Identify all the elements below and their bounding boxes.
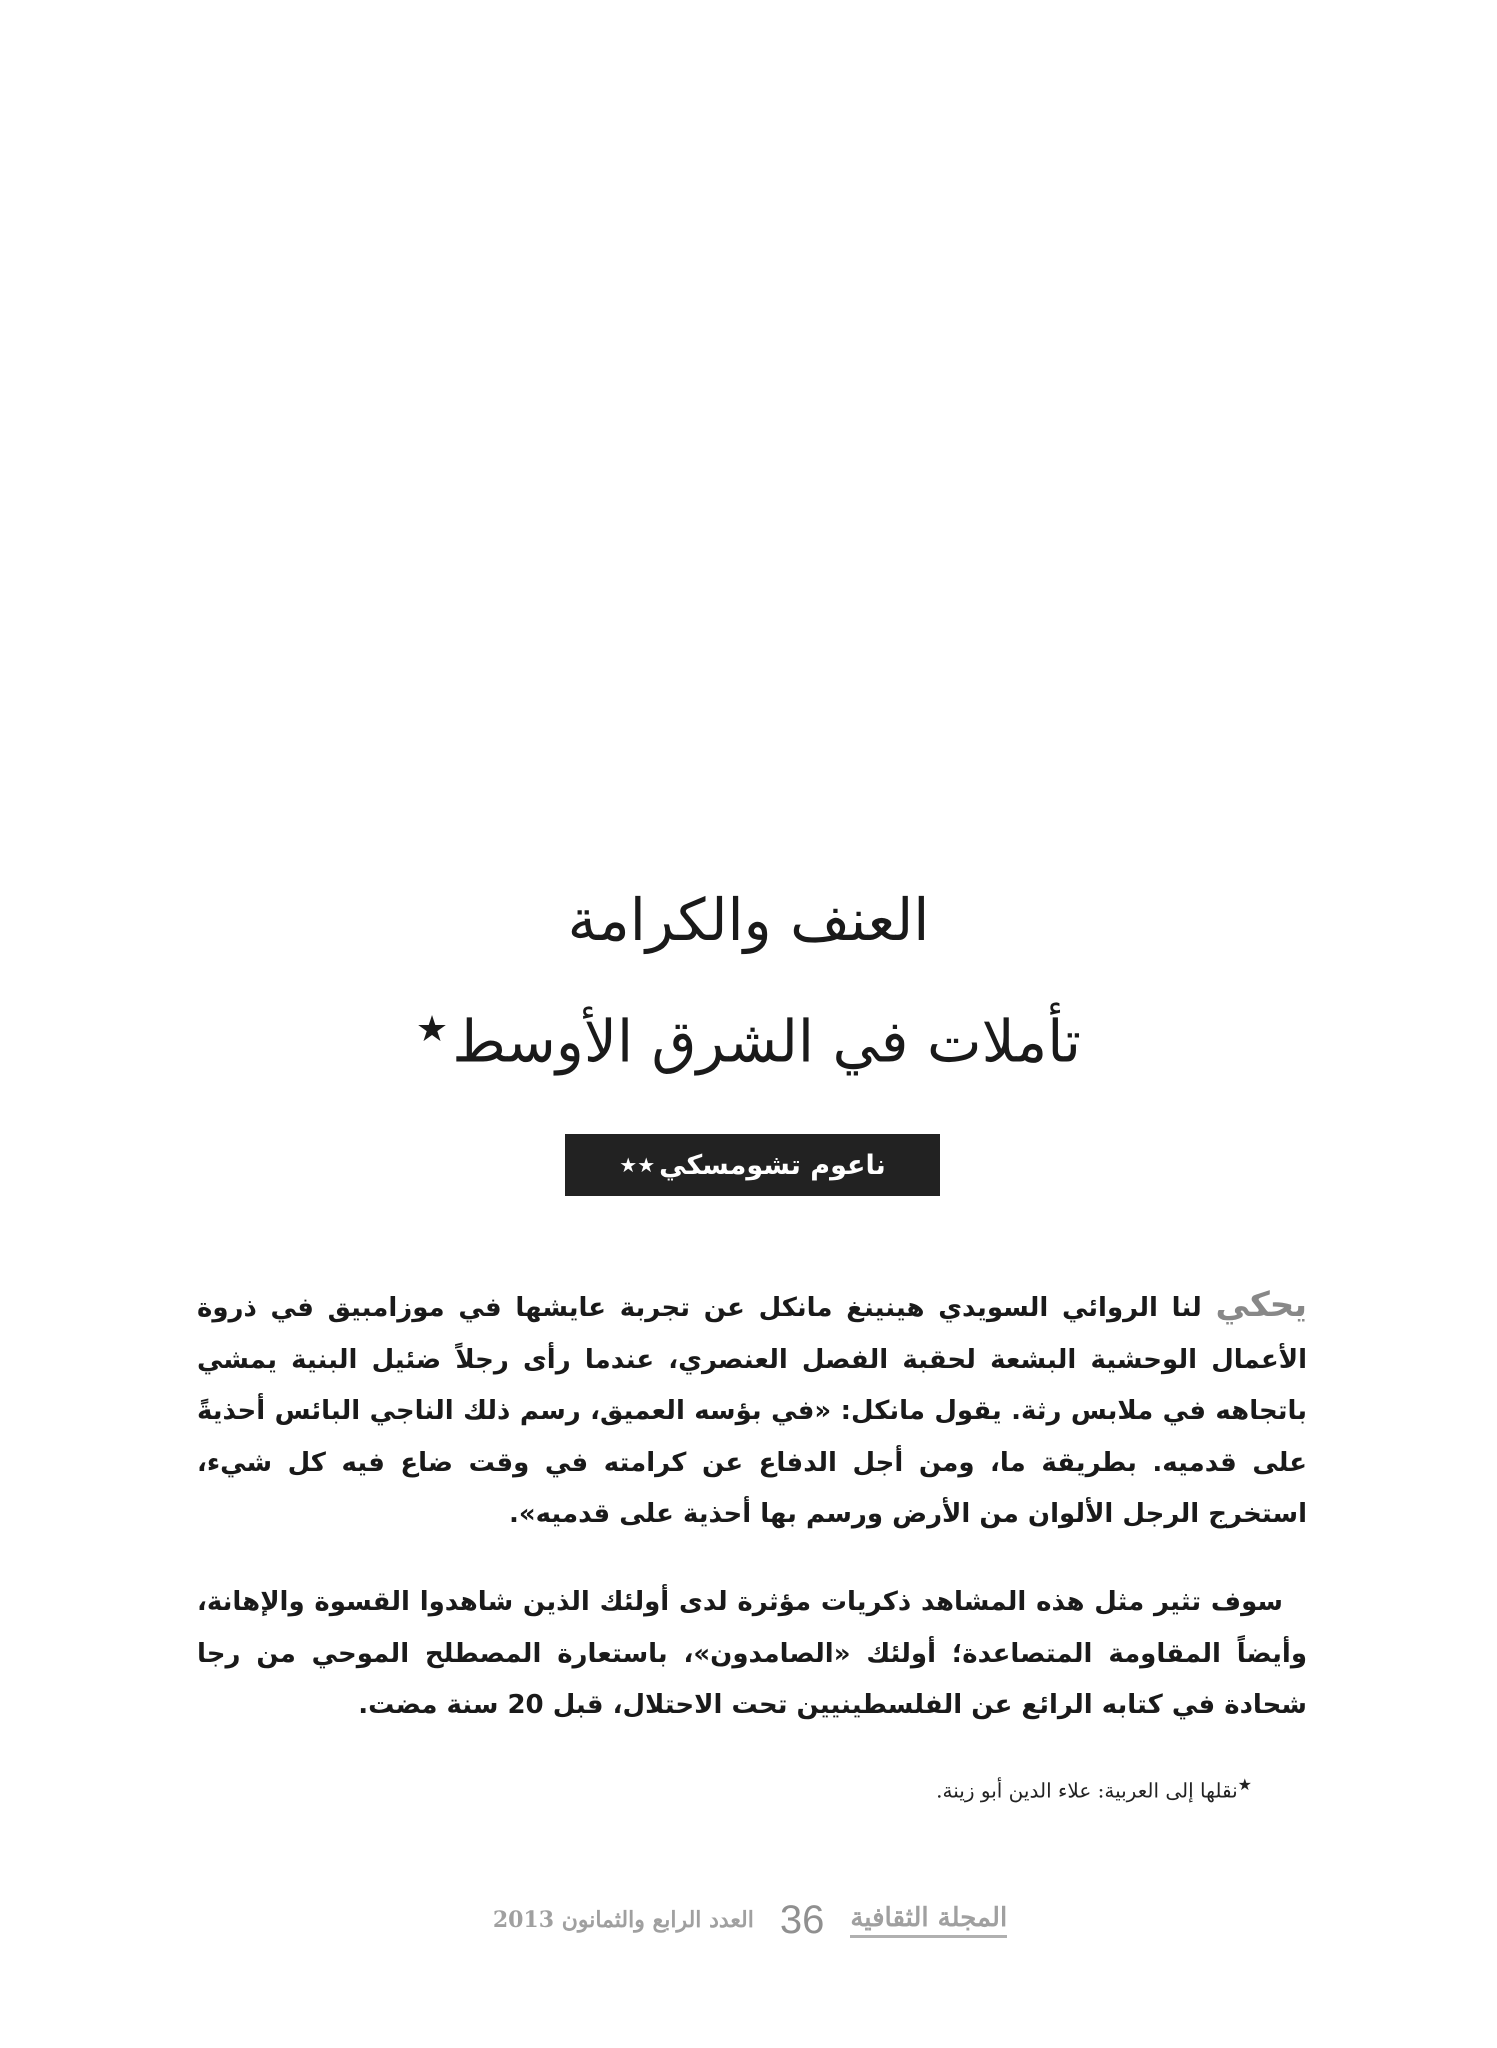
title-line-1: العنف والكرامة [567,886,930,954]
footer-issue: العدد الرابع والثمانون 2013 [492,1907,754,1933]
lead-word: يحكي [1215,1285,1307,1325]
title-footnote-marker: ★ [415,1009,449,1050]
translator-footnote [936,1775,1252,1803]
footnote-marker: ★ [1237,1775,1252,1794]
paragraph-1 [197,1280,1307,1541]
footer-page-number: 36 [779,1897,825,1942]
footer-magazine-name: المجلة الثقافية [850,1903,1007,1938]
paragraph-2 [197,1577,1307,1732]
article-title [300,880,1197,960]
footnote-text: نقلها إلى العربية: علاء الدين أبو زينة. [936,1778,1238,1803]
page-footer [430,1895,1070,1945]
title-line-2: تأملات في الشرق الأوسط [452,1007,1082,1076]
author-footnote-marker: ★★ [619,1153,656,1177]
author-banner [565,1134,940,1196]
paragraph-1-text: لنا الروائي السويدي هينينغ مانكل عن تجربة عايشها في موزامبيق في ذروة الأعمال الوحشية البشعة لحقبة الفصل العنصري، عندما رأى رجلاً ضئيل البنية يمشي باتجاهه في ملابس رثة. يقول مانكل: «في بؤسه العميق، رسم ذلك الناجي البائس أحذيةً على قدميه. بطريقة ما، ومن أجل الدفاع عن كرامته في وقت ضاع فيه كل شيء، استخرج الرجل الألوان من الأرض ورسم بها أحذية على قدميه». [197,1293,1307,1529]
article-subtitle [300,990,1197,1081]
author-name: ناعوم تشومسكي [659,1149,886,1181]
paragraph-2-text: سوف تثير مثل هذه المشاهد ذكريات مؤثرة لدى أولئك الذين شاهدوا القسوة والإهانة، وأيضاً المقاومة المتصاعدة؛ أولئك «الصامدون»، باستعارة المصطلح الموحي من رجا شحادة في كتابه الرائع عن الفلسطينيين تحت الاحتلال، قبل 20 سنة مضت. [197,1587,1307,1720]
